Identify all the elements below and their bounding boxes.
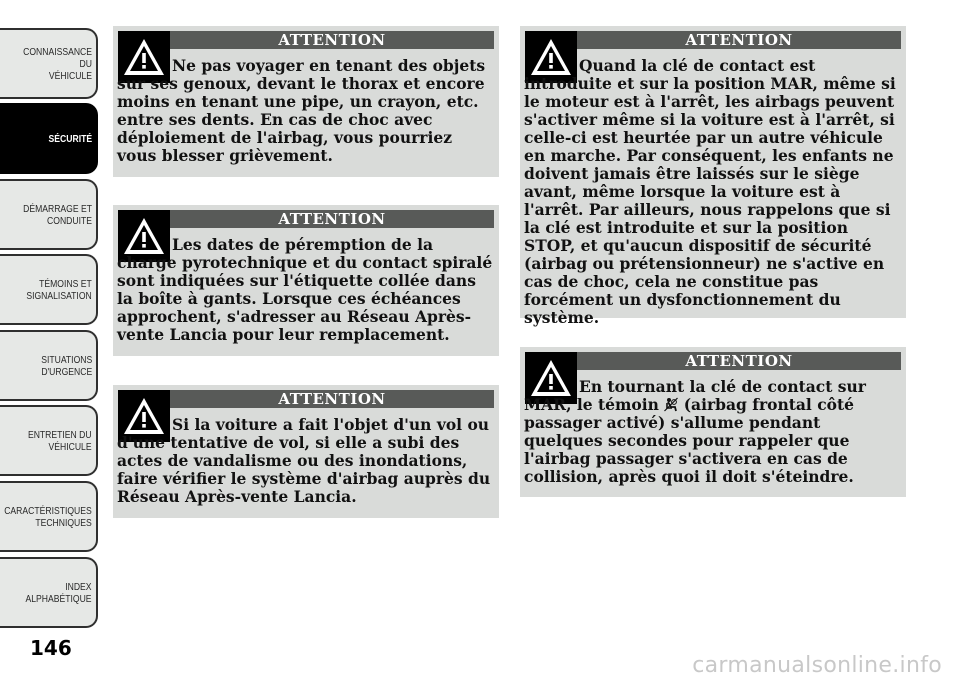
warning-title: ATTENTION [577,352,901,370]
warning-title: ATTENTION [170,210,494,228]
tab-label: SÉCURITÉ [48,132,92,145]
warning-box [113,26,499,177]
warning-text: Les dates de péremption de la charge pyrotechnique et du contact spiralé sont indiquées sur l'étiquette collée dans la boîte à gants. Lorsque ces échéances approchent, s'adresser au Réseau Après-vente Lancia pour leur remplacement. [117,235,493,344]
warning-title: ATTENTION [170,31,494,49]
airbag-passenger-icon [664,397,678,412]
tab-situations-durgence[interactable] [0,330,98,401]
tab-label: INDEX ALPHABÉTIQUE [25,580,92,605]
tab-label: TÉMOINS ET SIGNALISATION [26,277,92,302]
warning-text [524,378,900,486]
warning-text: Ne pas voyager en tenant des objets sur ses genoux, devant le thorax et encore moins en tenant une pipe, un crayon, etc. entre ses dents. En cas de choc avec déploiement de l'airbag, vous pourriez vous blesser grièvement. [117,56,486,165]
tab-label: CONNAISSANCE DU VÉHICULE [23,45,92,82]
warning-box [113,385,499,518]
tab-label: SITUATIONS D'URGENCE [40,353,92,378]
tab-temoins-et-signalisation[interactable] [0,254,98,325]
warning-text-after: (airbag frontal côté passager activé) s'allume pendant quelques secondes pour rappeler que l'airbag passager s'activera en cas de collision, après quoi il doit s'éteindre. [524,395,854,486]
warning-text: Si la voiture a fait l'objet d'un vol ou d'une tentative de vol, si elle a subi des actes de vandalisme ou des inondations, faire vérifier le système d'airbag auprès du Réseau Après-vente Lancia. [117,415,491,506]
warning-title: ATTENTION [170,390,494,408]
tab-label: DÉMARRAGE ET CONDUITE [23,202,92,227]
page-number: 146 [30,636,72,660]
tab-caracteristiques-techniques[interactable] [0,481,98,552]
warning-text-before: En tournant la clé de contact sur MAR, le témoin [524,377,866,414]
warning-box [113,205,499,356]
tab-demarrage-et-conduite[interactable] [0,179,98,250]
warning-box [520,26,906,327]
tab-connaissance-du-vehicule[interactable] [0,28,98,99]
warning-title: ATTENTION [577,31,901,49]
warning-text: Quand la clé de contact est introduite et sur la position MAR, même si le moteur est à l'arrêt, les airbags peuvent s'activer même si la voiture est à l'arrêt, si celle-ci est heurtée par un autre véhicule en marche. Par conséquent, les enfants ne doivent jamais être laissés sur le siège avant, même lorsque la voiture est à l'arrêt. Par ailleurs, nous rappelons que si la clé est introduite et sur la position STOP, et qu'aucun dispositif de sécurité (airbag ou prétensionneur) ne s'active en cas de choc, cela ne constitue pas forcément un dysfonctionnement du système. [524,56,896,327]
warning-box [520,347,906,497]
tab-label: CARACTÉRISTIQUES TECHNIQUES [4,504,92,529]
tab-index-alphabetique[interactable] [0,557,98,628]
tab-entretien-du-vehicule[interactable] [0,405,98,476]
tab-securite[interactable] [0,103,98,174]
tab-label: ENTRETIEN DU VÉHICULE [28,428,92,453]
watermark: carmanualsonline.info [692,653,942,678]
